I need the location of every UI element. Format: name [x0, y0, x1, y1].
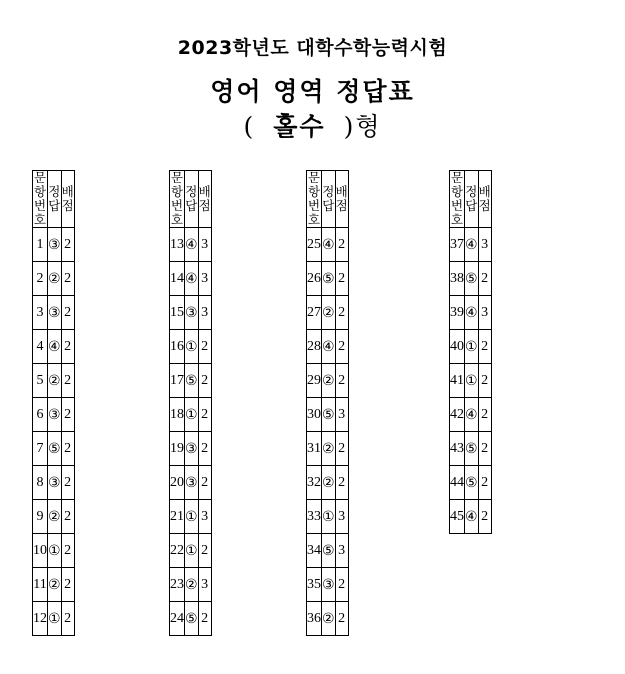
- question-number-header: [33, 171, 48, 228]
- points-value: 3: [198, 262, 211, 296]
- table-row: [307, 364, 349, 398]
- points-value: 2: [61, 330, 74, 364]
- points-value: 2: [335, 568, 348, 602]
- answer-block-3: [306, 170, 349, 636]
- question-number: 44: [450, 466, 465, 500]
- question-number: 7: [33, 432, 48, 466]
- question-number-header: [450, 171, 465, 228]
- answer-value: ⑤: [465, 466, 479, 500]
- answer-value: ①: [465, 364, 479, 398]
- header-row: [307, 171, 349, 228]
- question-number: 15: [170, 296, 185, 330]
- answer-value: ③: [322, 568, 336, 602]
- answer-value: ⑤: [465, 432, 479, 466]
- question-number: 4: [33, 330, 48, 364]
- table-row: [307, 262, 349, 296]
- table-row: [307, 228, 349, 262]
- question-number: 45: [450, 500, 465, 534]
- answer-value: ③: [185, 296, 199, 330]
- header-row: [450, 171, 492, 228]
- table-row: [33, 568, 75, 602]
- question-number: 19: [170, 432, 185, 466]
- answer-value: ②: [322, 466, 336, 500]
- question-number: 42: [450, 398, 465, 432]
- points-header: 배점: [478, 171, 491, 228]
- answer-value: ⑤: [465, 262, 479, 296]
- points-header: 배점: [335, 171, 348, 228]
- points-value: 2: [478, 432, 491, 466]
- question-number: 14: [170, 262, 185, 296]
- answer-header: 정답: [48, 171, 62, 228]
- question-number: 32: [307, 466, 322, 500]
- points-value: 2: [61, 432, 74, 466]
- answer-header: 정답: [185, 171, 199, 228]
- table-row: [450, 466, 492, 500]
- answer-value: ②: [48, 262, 62, 296]
- answer-value: ④: [465, 228, 479, 262]
- answer-value: ⑤: [322, 262, 336, 296]
- question-number: 10: [33, 534, 48, 568]
- points-value: 3: [478, 228, 491, 262]
- question-number: 23: [170, 568, 185, 602]
- points-value: 2: [61, 568, 74, 602]
- question-number: 12: [33, 602, 48, 636]
- points-value: 2: [335, 228, 348, 262]
- points-value: 2: [478, 398, 491, 432]
- question-number: 27: [307, 296, 322, 330]
- table-row: [33, 330, 75, 364]
- points-value: 2: [61, 364, 74, 398]
- question-number: 29: [307, 364, 322, 398]
- question-number: 33: [307, 500, 322, 534]
- table-row: [33, 466, 75, 500]
- answer-value: ②: [322, 602, 336, 636]
- question-number: 3: [33, 296, 48, 330]
- points-value: 2: [198, 534, 211, 568]
- question-header-bottom: 번호: [33, 198, 47, 227]
- answer-value: ③: [48, 398, 62, 432]
- points-value: 2: [198, 398, 211, 432]
- question-number: 8: [33, 466, 48, 500]
- points-value: 2: [478, 500, 491, 534]
- table-row: [170, 364, 212, 398]
- variant-title: [0, 107, 625, 143]
- points-value: 2: [61, 296, 74, 330]
- answer-value: ⑤: [185, 602, 199, 636]
- points-value: 3: [198, 500, 211, 534]
- answer-block-1: [32, 170, 75, 636]
- table-row: [33, 432, 75, 466]
- table-row: [170, 466, 212, 500]
- points-value: 2: [61, 500, 74, 534]
- question-number-header: [170, 171, 185, 228]
- table-row: [450, 432, 492, 466]
- table-row: [307, 466, 349, 500]
- points-header: 배점: [61, 171, 74, 228]
- table-row: [450, 398, 492, 432]
- table-row: [307, 500, 349, 534]
- answer-value: ④: [465, 500, 479, 534]
- points-value: 2: [61, 466, 74, 500]
- answer-value: ④: [322, 228, 336, 262]
- answer-value: ④: [48, 330, 62, 364]
- points-value: 3: [335, 398, 348, 432]
- answer-value: ⑤: [185, 364, 199, 398]
- question-number: 11: [33, 568, 48, 602]
- answer-value: ①: [48, 602, 62, 636]
- table-row: [307, 398, 349, 432]
- table-row: [170, 262, 212, 296]
- points-value: 2: [61, 534, 74, 568]
- answer-value: ④: [322, 330, 336, 364]
- answer-value: ⑤: [322, 398, 336, 432]
- table-row: [307, 602, 349, 636]
- question-number: 6: [33, 398, 48, 432]
- table-row: [33, 500, 75, 534]
- table-row: [170, 398, 212, 432]
- question-number: 41: [450, 364, 465, 398]
- question-number: 22: [170, 534, 185, 568]
- table-row: [170, 602, 212, 636]
- answer-value: ②: [185, 568, 199, 602]
- points-value: 2: [198, 432, 211, 466]
- points-value: 2: [335, 432, 348, 466]
- question-number-header: [307, 171, 322, 228]
- points-value: 2: [478, 330, 491, 364]
- question-number: 37: [450, 228, 465, 262]
- question-number: 43: [450, 432, 465, 466]
- question-header-bottom: 번호: [170, 198, 184, 227]
- answer-value: ③: [48, 296, 62, 330]
- question-number: 30: [307, 398, 322, 432]
- table-row: [170, 432, 212, 466]
- question-number: 36: [307, 602, 322, 636]
- answer-header: 정답: [465, 171, 479, 228]
- points-value: 3: [335, 500, 348, 534]
- question-number: 9: [33, 500, 48, 534]
- answer-value: ①: [185, 330, 199, 364]
- table-row: [450, 330, 492, 364]
- answer-block-2: [169, 170, 212, 636]
- answer-value: ②: [322, 432, 336, 466]
- answer-value: ②: [322, 296, 336, 330]
- question-header-bottom: 번호: [450, 198, 464, 227]
- points-value: 2: [335, 296, 348, 330]
- answer-value: ④: [465, 296, 479, 330]
- points-value: 2: [335, 330, 348, 364]
- table-row: [33, 228, 75, 262]
- answer-value: ②: [322, 364, 336, 398]
- table-row: [170, 500, 212, 534]
- answer-value: ③: [185, 466, 199, 500]
- header-row: [33, 171, 75, 228]
- table-row: [33, 398, 75, 432]
- answer-value: ②: [48, 364, 62, 398]
- question-number: 38: [450, 262, 465, 296]
- table-row: [307, 534, 349, 568]
- points-value: 2: [335, 602, 348, 636]
- table-row: [33, 262, 75, 296]
- open-paren: (: [243, 112, 256, 141]
- table-row: [33, 534, 75, 568]
- points-value: 2: [335, 466, 348, 500]
- question-number: 26: [307, 262, 322, 296]
- points-value: 3: [478, 296, 491, 330]
- points-value: 2: [61, 262, 74, 296]
- answer-value: ①: [185, 534, 199, 568]
- question-number: 13: [170, 228, 185, 262]
- answer-value: ③: [185, 432, 199, 466]
- header-row: [170, 171, 212, 228]
- question-header-top: 문항: [33, 170, 47, 199]
- question-number: 25: [307, 228, 322, 262]
- answer-key-title: 영어 영역 정답표: [210, 77, 415, 106]
- answer-value: ①: [185, 398, 199, 432]
- table-row: [307, 330, 349, 364]
- points-value: 2: [335, 262, 348, 296]
- table-row: [170, 296, 212, 330]
- points-value: 2: [198, 602, 211, 636]
- answer-value: ④: [185, 262, 199, 296]
- question-number: 21: [170, 500, 185, 534]
- answer-value: ④: [465, 398, 479, 432]
- points-value: 2: [198, 364, 211, 398]
- question-number: 24: [170, 602, 185, 636]
- exam-title: 2023학년도 대학수학능력시험: [177, 37, 448, 59]
- question-number: 31: [307, 432, 322, 466]
- answer-block-4: [449, 170, 492, 534]
- answer-value: ①: [322, 500, 336, 534]
- question-number: 1: [33, 228, 48, 262]
- points-value: 2: [478, 466, 491, 500]
- table-row: [307, 296, 349, 330]
- points-header: 배점: [198, 171, 211, 228]
- table-row: [170, 330, 212, 364]
- table-row: [170, 534, 212, 568]
- points-value: 2: [61, 228, 74, 262]
- table-row: [450, 296, 492, 330]
- table-row: [33, 602, 75, 636]
- question-number: 20: [170, 466, 185, 500]
- answer-value: ①: [185, 500, 199, 534]
- question-number: 39: [450, 296, 465, 330]
- points-value: 2: [61, 398, 74, 432]
- table-row: [450, 364, 492, 398]
- table-row: [450, 262, 492, 296]
- question-number: 18: [170, 398, 185, 432]
- points-value: 3: [335, 534, 348, 568]
- close-paren: )형: [343, 112, 382, 141]
- answer-value: ②: [48, 568, 62, 602]
- answer-value: ①: [48, 534, 62, 568]
- points-value: 2: [198, 330, 211, 364]
- points-value: 3: [198, 568, 211, 602]
- points-value: 2: [61, 602, 74, 636]
- answer-value: ⑤: [48, 432, 62, 466]
- question-header-bottom: 번호: [307, 198, 321, 227]
- question-header-top: 문항: [170, 170, 184, 199]
- table-row: [33, 364, 75, 398]
- question-header-top: 문항: [450, 170, 464, 199]
- question-number: 2: [33, 262, 48, 296]
- points-value: 2: [335, 364, 348, 398]
- answer-value: ④: [185, 228, 199, 262]
- question-number: 40: [450, 330, 465, 364]
- answer-value: ③: [48, 228, 62, 262]
- question-header-top: 문항: [307, 170, 321, 199]
- table-row: [307, 432, 349, 466]
- points-value: 3: [198, 228, 211, 262]
- points-value: 2: [198, 466, 211, 500]
- answer-value: ①: [465, 330, 479, 364]
- table-row: [450, 500, 492, 534]
- points-value: 2: [478, 262, 491, 296]
- answer-value: ⑤: [322, 534, 336, 568]
- question-number: 34: [307, 534, 322, 568]
- points-value: 2: [478, 364, 491, 398]
- question-number: 5: [33, 364, 48, 398]
- answer-value: ②: [48, 500, 62, 534]
- table-row: [33, 296, 75, 330]
- answer-header: 정답: [322, 171, 336, 228]
- question-number: 28: [307, 330, 322, 364]
- answer-value: ③: [48, 466, 62, 500]
- table-row: [307, 568, 349, 602]
- points-value: 3: [198, 296, 211, 330]
- table-row: [170, 568, 212, 602]
- question-number: 35: [307, 568, 322, 602]
- question-number: 16: [170, 330, 185, 364]
- table-row: [450, 228, 492, 262]
- table-row: [170, 228, 212, 262]
- variant-label: 홀수: [273, 112, 326, 141]
- question-number: 17: [170, 364, 185, 398]
